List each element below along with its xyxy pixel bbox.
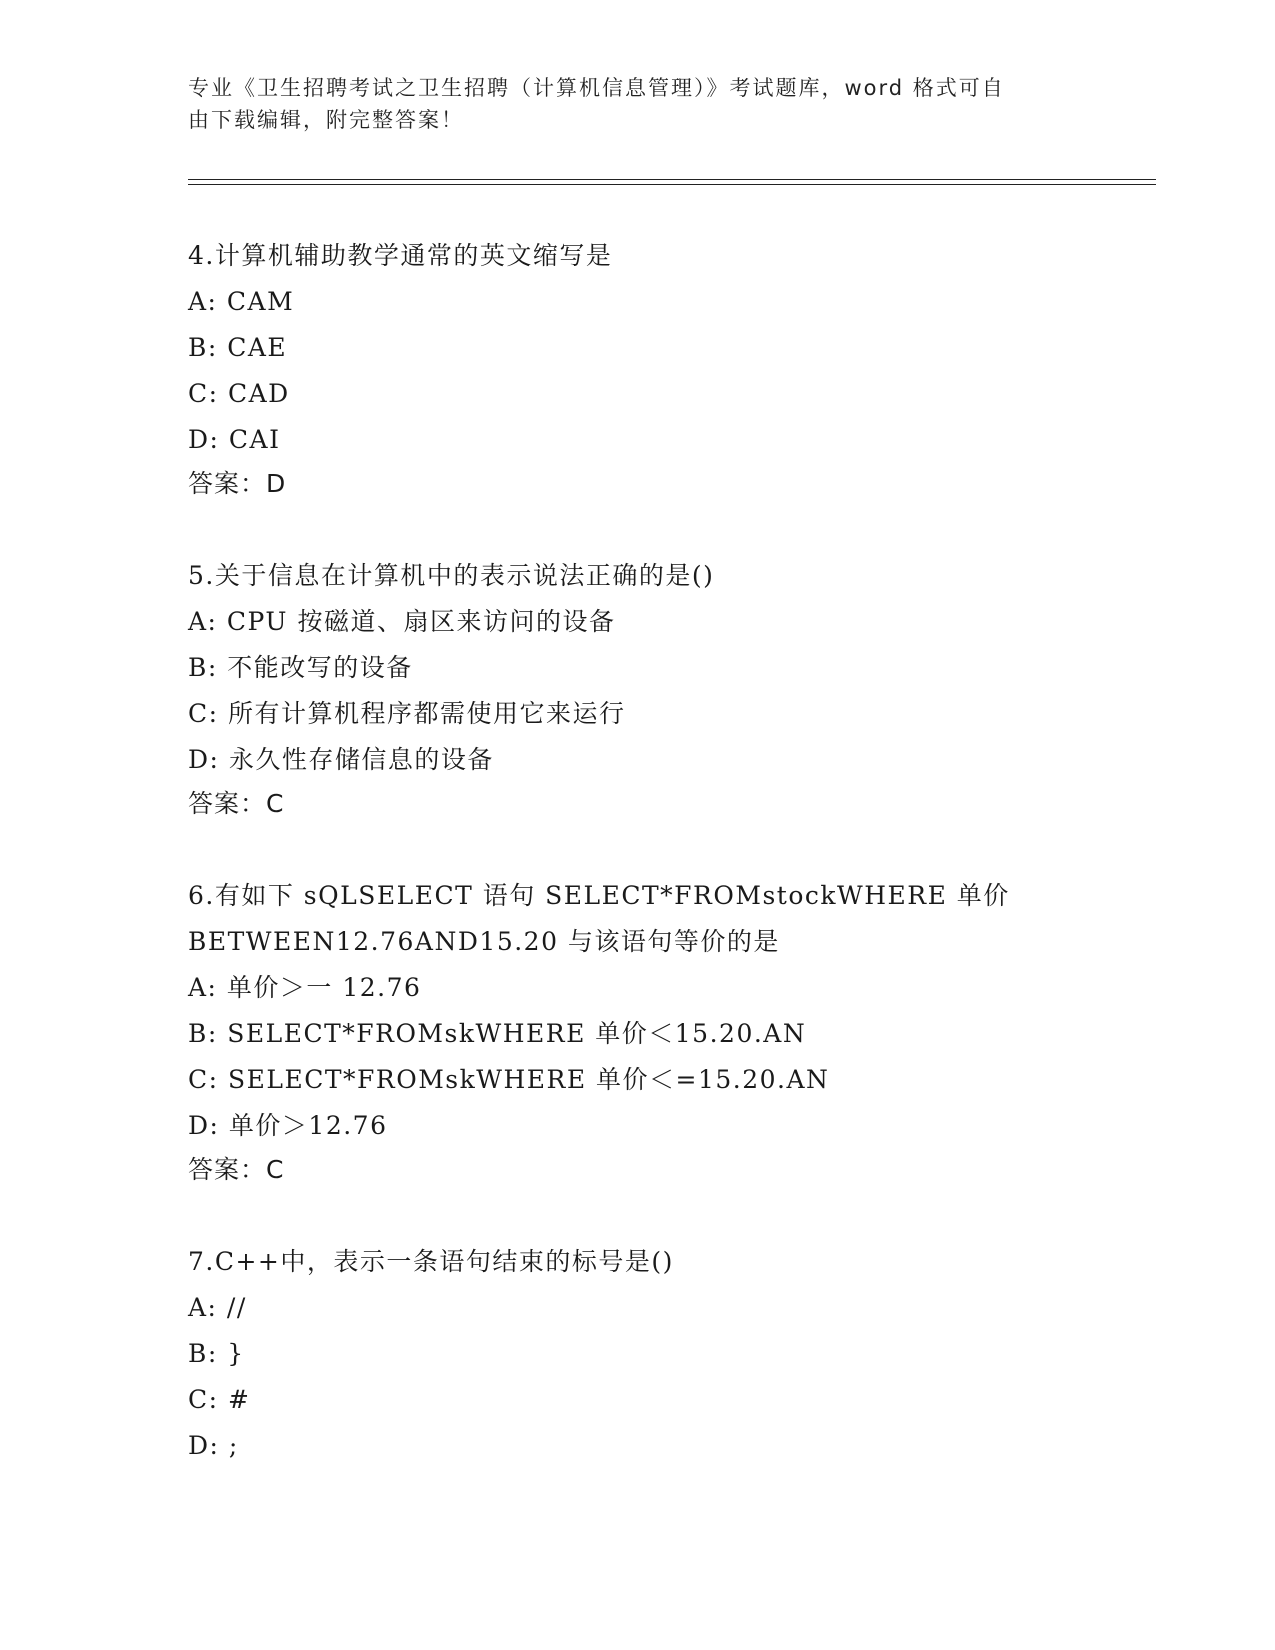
option-a: A: 单价＞一 12.76	[188, 973, 422, 1002]
answer-label: 答案：C	[188, 789, 285, 818]
question-text: 4.计算机辅助教学通常的英文缩写是	[188, 241, 613, 270]
question-spacer	[188, 1191, 1148, 1239]
header-divider-top	[188, 179, 1156, 180]
question-7	[188, 1239, 1148, 1469]
option-b: B: 不能改写的设备	[188, 653, 413, 682]
question-list	[188, 233, 1148, 1469]
question-text: 7.C++中，表示一条语句结束的标号是()	[188, 1247, 674, 1276]
option-c: C: 所有计算机程序都需使用它来运行	[188, 699, 626, 728]
option-a: A: CPU 按磁道、扇区来访问的设备	[188, 607, 616, 636]
header-divider-bottom	[188, 184, 1156, 185]
answer-label: 答案：D	[188, 469, 287, 498]
option-b: B: CAE	[188, 333, 288, 362]
question-text-continued: BETWEEN12.76AND15.20 与该语句等价的是	[188, 927, 780, 956]
document-header	[188, 72, 1078, 136]
option-c: C: SELECT*FROMskWHERE 单价＜=15.20.AN	[188, 1065, 830, 1094]
answer-label: 答案：C	[188, 1155, 285, 1184]
question-spacer	[188, 825, 1148, 873]
question-6	[188, 873, 1148, 1191]
option-d: D: 永久性存储信息的设备	[188, 745, 494, 774]
question-text: 6.有如下 sQLSELECT 语句 SELECT*FROMstockWHERE 单价	[188, 881, 1010, 910]
option-c: C: #	[188, 1385, 251, 1414]
option-d: D: CAI	[188, 425, 281, 454]
option-a: A: CAM	[188, 287, 295, 316]
option-b: B: }	[188, 1339, 245, 1368]
header-line-2: 由下载编辑，附完整答案！	[188, 108, 464, 132]
header-line-1: 专业《卫生招聘考试之卫生招聘（计算机信息管理）》考试题库，word 格式可自	[188, 76, 1005, 100]
option-d: D: 单价＞12.76	[188, 1111, 388, 1140]
option-a: A: //	[188, 1293, 247, 1322]
question-5	[188, 553, 1148, 825]
question-spacer	[188, 505, 1148, 553]
option-c: C: CAD	[188, 379, 290, 408]
option-d: D: ;	[188, 1431, 239, 1460]
question-text: 5.关于信息在计算机中的表示说法正确的是()	[188, 561, 715, 590]
question-4	[188, 233, 1148, 505]
option-b: B: SELECT*FROMskWHERE 单价＜15.20.AN	[188, 1019, 807, 1048]
